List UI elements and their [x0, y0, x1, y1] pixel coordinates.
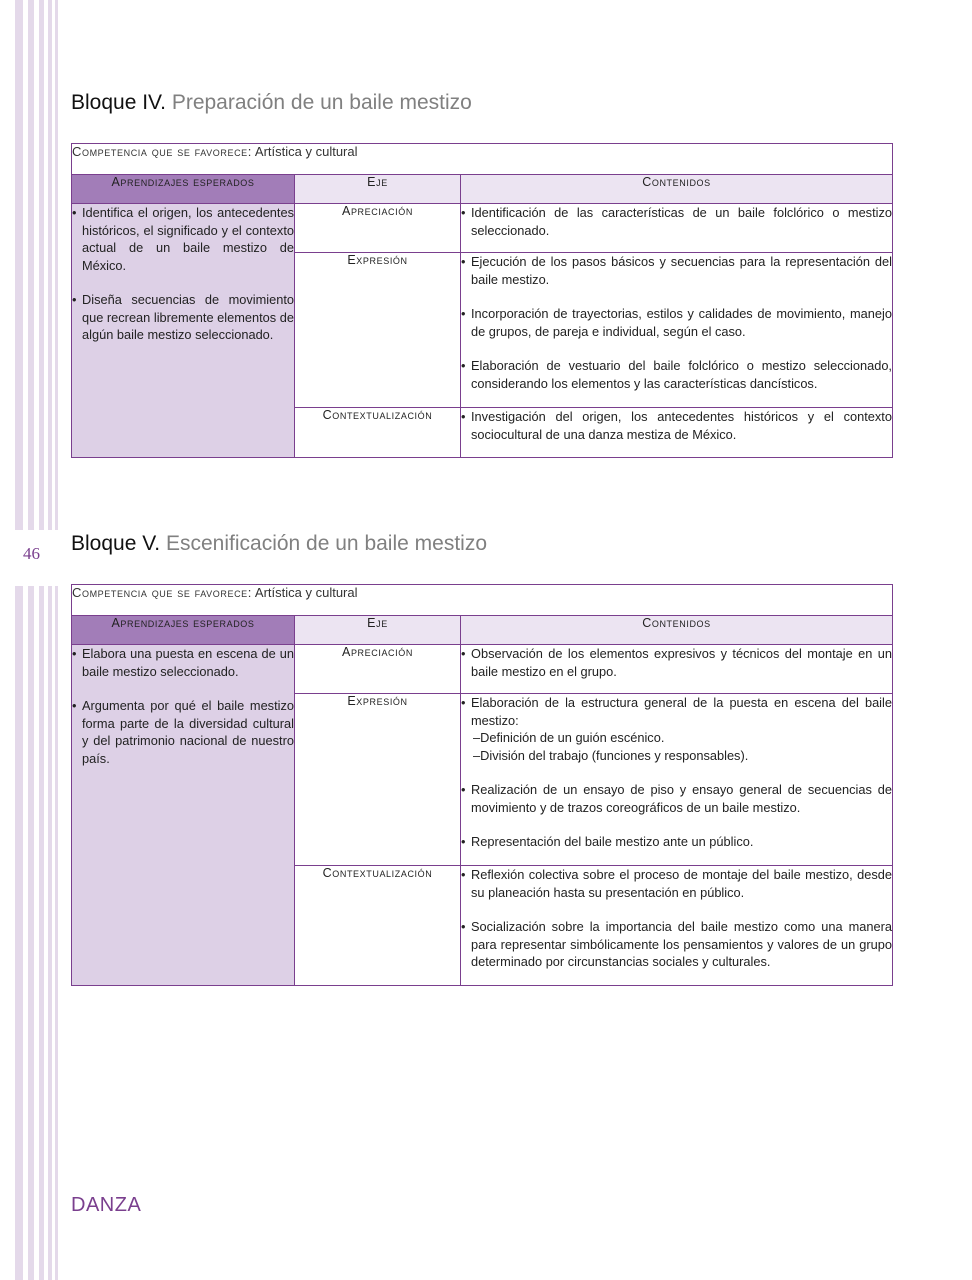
header-eje: Eje — [295, 175, 461, 204]
block-title — [71, 532, 487, 556]
competencia-label: Competencia que se favorece: — [72, 585, 252, 600]
block-name: Escenificación de un baile mestizo — [165, 532, 487, 555]
competencia-value: Artística y cultural — [254, 144, 358, 159]
eje-apreciacion: Apreciación — [295, 204, 461, 253]
contenido-item: • Incorporación de trayectorias, estilos y calidades de movimiento, manejo de grupos, de pareja e individual, según el caso. — [461, 305, 892, 340]
block-table — [71, 584, 893, 986]
subject-footer: DANZA — [71, 1194, 142, 1216]
contenidos-cell — [461, 866, 893, 986]
eje-contextualizacion: Contextualización — [295, 866, 461, 986]
contenido-item — [461, 694, 892, 764]
eje-expresion: Expresión — [295, 253, 461, 408]
eje-contextualizacion: Contextualización — [295, 408, 461, 458]
contenido-item: • Observación de los elementos expresivos y técnicos del montaje en un baile mestizo en el grupo. — [461, 645, 892, 680]
contenido-item: • Elaboración de vestuario del baile folclórico o mestizo seleccionado, considerando los elementos y las características dancísticos. — [461, 357, 892, 392]
contenido-item: • Ejecución de los pasos básicos y secuencias para la representación del baile mestizo. — [461, 253, 892, 288]
contenido-item: • Reflexión colectiva sobre el proceso de montaje del baile mestizo, desde su planeación hasta su presentación en público. — [461, 866, 892, 901]
aprendizaje-item: • Diseña secuencias de movimiento que recrean libremente elementos de algún baile mestizo seleccionado. — [72, 291, 294, 344]
aprendizajes-cell — [72, 645, 295, 986]
contenido-subitem: –Definición de un guión escénico. — [473, 730, 665, 745]
contenidos-cell — [461, 645, 893, 694]
contenidos-cell — [461, 253, 893, 408]
aprendizaje-item: • Elabora una puesta en escena de un baile mestizo seleccionado. — [72, 645, 294, 680]
block-label: Bloque IV. — [71, 91, 166, 114]
contenido-item: • Realización de un ensayo de piso y ensayo general de secuencias de movimiento y de trazos coreográficos de un baile mestizo. — [461, 781, 892, 816]
contenidos-cell — [461, 204, 893, 253]
contenido-item: • Identificación de las características de un baile folclórico o mestizo seleccionado. — [461, 204, 892, 239]
aprendizajes-cell — [72, 204, 295, 458]
competencia-value: Artística y cultural — [254, 585, 358, 600]
contenido-subitem: –División del trabajo (funciones y responsables). — [473, 747, 749, 763]
header-contenidos: Contenidos — [461, 616, 893, 645]
block-table — [71, 143, 893, 458]
competencia-label: Competencia que se favorece: — [72, 144, 252, 159]
contenido-item: • Representación del baile mestizo ante un público. — [461, 833, 892, 851]
contenidos-cell — [461, 408, 893, 458]
header-aprendizajes: Aprendizajes esperados — [72, 175, 295, 204]
block-name: Preparación de un baile mestizo — [171, 91, 472, 114]
aprendizaje-item: • Identifica el origen, los antecedentes históricos, el significado y el contexto actual de un baile mestizo de México. — [72, 204, 294, 274]
block-title — [71, 91, 472, 115]
contenido-item: • Investigación del origen, los antecedentes históricos y el contexto sociocultural de una danza mestiza de México. — [461, 408, 892, 443]
contenido-subitems — [471, 729, 892, 764]
eje-apreciacion: Apreciación — [295, 645, 461, 694]
block-label: Bloque V. — [71, 532, 161, 555]
aprendizaje-item: • Argumenta por qué el baile mestizo forma parte de la diversidad cultural y del patrimonio nacional de nuestro país. — [72, 697, 294, 767]
contenido-item: • Socialización sobre la importancia del baile mestizo como una manera para representar simbólicamente los pensamientos y valores de un grupo determinado por circunstancias sociales y culturales. — [461, 918, 892, 971]
contenidos-cell — [461, 694, 893, 866]
header-eje: Eje — [295, 616, 461, 645]
contenido-text: Elaboración de la estructura general de la puesta en escena del baile mestizo: — [471, 695, 892, 728]
competencia-row — [72, 144, 893, 175]
competencia-row — [72, 585, 893, 616]
header-contenidos: Contenidos — [461, 175, 893, 204]
eje-expresion: Expresión — [295, 694, 461, 866]
header-aprendizajes: Aprendizajes esperados — [72, 616, 295, 645]
page-number: 46 — [23, 544, 40, 563]
margin-stripes — [15, 0, 60, 1280]
